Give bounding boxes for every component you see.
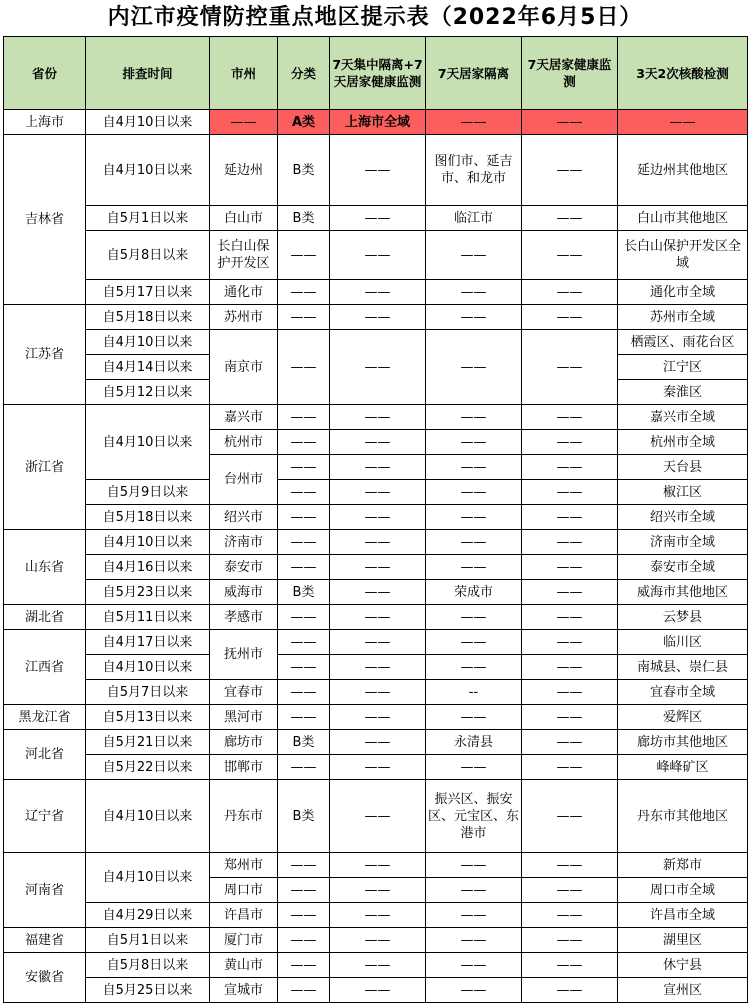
cell-city: 泰安市 [210, 555, 278, 580]
cell-province: 河南省 [4, 853, 86, 928]
cell-class: —— [278, 430, 330, 455]
cell-class: B类 [278, 580, 330, 605]
cell-nucleic-test: 栖霞区、雨花台区 [618, 330, 748, 355]
cell-home-isolation: —— [426, 231, 522, 280]
cell-nucleic-test: 廊坊市其他地区 [618, 730, 748, 755]
cell-time: 自5月21日以来 [86, 730, 210, 755]
table-row [4, 280, 748, 305]
cell-home-monitoring: —— [522, 755, 618, 780]
cell-home-isolation: —— [426, 928, 522, 953]
table-row [4, 110, 748, 135]
cell-nucleic-test: 新郑市 [618, 853, 748, 878]
cell-province: 湖北省 [4, 605, 86, 630]
table-row [4, 231, 748, 280]
cell-centralized: —— [330, 953, 426, 978]
cell-nucleic-test: 延边州其他地区 [618, 135, 748, 206]
cell-home-isolation: —— [426, 978, 522, 1003]
cell-home-monitoring: —— [522, 505, 618, 530]
cell-home-isolation: —— [426, 505, 522, 530]
cell-class: —— [278, 655, 330, 680]
cell-home-monitoring: —— [522, 928, 618, 953]
cell-home-isolation: —— [426, 853, 522, 878]
cell-home-monitoring: —— [522, 305, 618, 330]
cell-time: 自4月29日以来 [86, 903, 210, 928]
cell-city: 威海市 [210, 580, 278, 605]
cell-centralized: —— [330, 780, 426, 853]
cell-centralized: —— [330, 580, 426, 605]
cell-time: 自5月25日以来 [86, 978, 210, 1003]
table-row [4, 605, 748, 630]
cell-centralized: —— [330, 480, 426, 505]
cell-nucleic-test: —— [618, 110, 748, 135]
cell-nucleic-test: 江宁区 [618, 355, 748, 380]
table-row [4, 630, 748, 655]
cell-class: A类 [278, 110, 330, 135]
cell-province: 黑龙江省 [4, 705, 86, 730]
table-row [4, 135, 748, 206]
cell-time: 自5月11日以来 [86, 605, 210, 630]
cell-city: 嘉兴市 [210, 405, 278, 430]
cell-time: 自5月1日以来 [86, 206, 210, 231]
cell-class: B类 [278, 780, 330, 853]
cell-home-monitoring: —— [522, 110, 618, 135]
cell-home-isolation: —— [426, 953, 522, 978]
cell-nucleic-test: 峰峰矿区 [618, 755, 748, 780]
cell-centralized: —— [330, 903, 426, 928]
cell-nucleic-test: 丹东市其他地区 [618, 780, 748, 853]
cell-centralized: —— [330, 430, 426, 455]
cell-nucleic-test: 许昌市全域 [618, 903, 748, 928]
cell-centralized: —— [330, 605, 426, 630]
cell-class: —— [278, 953, 330, 978]
table-row [4, 755, 748, 780]
cell-class: —— [278, 978, 330, 1003]
cell-centralized: —— [330, 853, 426, 878]
col-header-home-monitoring: 7天居家健康监测 [522, 37, 618, 110]
cell-nucleic-test: 嘉兴市全域 [618, 405, 748, 430]
cell-city: —— [210, 110, 278, 135]
cell-city: 厦门市 [210, 928, 278, 953]
table-row [4, 330, 748, 355]
table-row [4, 780, 748, 853]
cell-nucleic-test: 长白山保护开发区全域 [618, 231, 748, 280]
cell-nucleic-test: 天台县 [618, 455, 748, 480]
cell-nucleic-test: 临川区 [618, 630, 748, 655]
table-row [4, 580, 748, 605]
cell-province: 福建省 [4, 928, 86, 953]
cell-home-monitoring: —— [522, 605, 618, 630]
cell-home-isolation: —— [426, 878, 522, 903]
cell-home-monitoring: —— [522, 405, 618, 430]
cell-home-monitoring: —— [522, 680, 618, 705]
cell-class: —— [278, 903, 330, 928]
cell-home-monitoring: —— [522, 530, 618, 555]
cell-class: —— [278, 630, 330, 655]
table-row [4, 206, 748, 231]
cell-city: 绍兴市 [210, 505, 278, 530]
cell-class: —— [278, 231, 330, 280]
cell-centralized: —— [330, 231, 426, 280]
cell-city: 台州市 [210, 455, 278, 505]
cell-city: 白山市 [210, 206, 278, 231]
cell-home-monitoring: —— [522, 206, 618, 231]
cell-home-isolation: —— [426, 280, 522, 305]
cell-city: 周口市 [210, 878, 278, 903]
cell-province: 上海市 [4, 110, 86, 135]
cell-city: 杭州市 [210, 430, 278, 455]
table-row [4, 655, 748, 680]
cell-nucleic-test: 椒江区 [618, 480, 748, 505]
cell-city: 郑州市 [210, 853, 278, 878]
cell-centralized: —— [330, 530, 426, 555]
cell-class: B类 [278, 730, 330, 755]
cell-time: 自5月7日以来 [86, 680, 210, 705]
cell-home-monitoring: —— [522, 903, 618, 928]
cell-city: 孝感市 [210, 605, 278, 630]
cell-centralized: —— [330, 206, 426, 231]
cell-centralized: —— [330, 405, 426, 430]
table-row [4, 978, 748, 1003]
table-row [4, 953, 748, 978]
cell-centralized: —— [330, 135, 426, 206]
cell-time: 自5月23日以来 [86, 580, 210, 605]
cell-home-isolation: —— [426, 430, 522, 455]
cell-centralized: —— [330, 505, 426, 530]
cell-time: 自4月10日以来 [86, 110, 210, 135]
cell-nucleic-test: 湖里区 [618, 928, 748, 953]
cell-home-monitoring: —— [522, 953, 618, 978]
cell-home-isolation: —— [426, 330, 522, 405]
cell-centralized: —— [330, 705, 426, 730]
cell-home-monitoring: —— [522, 630, 618, 655]
page-title: 内江市疫情防控重点地区提示表（2022年6月5日） [107, 5, 643, 30]
cell-nucleic-test: 云梦县 [618, 605, 748, 630]
cell-centralized: —— [330, 680, 426, 705]
col-header-nucleic-test: 3天2次核酸检测 [618, 37, 748, 110]
cell-home-isolation: —— [426, 480, 522, 505]
cell-home-monitoring: —— [522, 330, 618, 405]
cell-centralized: —— [330, 978, 426, 1003]
cell-nucleic-test: 通化市全域 [618, 280, 748, 305]
cell-time: 自5月8日以来 [86, 231, 210, 280]
cell-centralized: —— [330, 305, 426, 330]
cell-time: 自4月10日以来 [86, 330, 210, 355]
cell-city: 邯郸市 [210, 755, 278, 780]
cell-time: 自4月10日以来 [86, 135, 210, 206]
cell-city: 通化市 [210, 280, 278, 305]
cell-time: 自4月10日以来 [86, 405, 210, 480]
cell-city: 宣城市 [210, 978, 278, 1003]
cell-home-monitoring: —— [522, 853, 618, 878]
cell-class: —— [278, 878, 330, 903]
cell-home-isolation: —— [426, 305, 522, 330]
cell-class: —— [278, 555, 330, 580]
cell-class: B类 [278, 206, 330, 231]
cell-nucleic-test: 苏州市全域 [618, 305, 748, 330]
cell-city: 南京市 [210, 330, 278, 405]
cell-city: 长白山保护开发区 [210, 231, 278, 280]
table-row [4, 705, 748, 730]
cell-home-monitoring: —— [522, 455, 618, 480]
risk-area-table [3, 36, 748, 1003]
cell-nucleic-test: 周口市全域 [618, 878, 748, 903]
cell-home-monitoring: —— [522, 655, 618, 680]
table-row [4, 405, 748, 430]
cell-home-monitoring: —— [522, 555, 618, 580]
cell-time: 自5月13日以来 [86, 705, 210, 730]
cell-nucleic-test: 济南市全域 [618, 530, 748, 555]
table-row [4, 505, 748, 530]
cell-home-isolation: 永清县 [426, 730, 522, 755]
cell-home-monitoring: —— [522, 430, 618, 455]
cell-class: —— [278, 530, 330, 555]
cell-class: —— [278, 480, 330, 505]
cell-home-monitoring: —— [522, 730, 618, 755]
cell-class: —— [278, 755, 330, 780]
cell-class: —— [278, 280, 330, 305]
cell-home-monitoring: —— [522, 280, 618, 305]
cell-home-isolation: 图们市、延吉市、和龙市 [426, 135, 522, 206]
cell-centralized: —— [330, 928, 426, 953]
table-row [4, 730, 748, 755]
cell-class: —— [278, 405, 330, 430]
cell-nucleic-test: 杭州市全域 [618, 430, 748, 455]
cell-city: 廊坊市 [210, 730, 278, 755]
cell-centralized: —— [330, 630, 426, 655]
cell-home-isolation: —— [426, 630, 522, 655]
cell-time: 自4月16日以来 [86, 555, 210, 580]
cell-class: —— [278, 928, 330, 953]
cell-province: 吉林省 [4, 135, 86, 305]
cell-home-monitoring: —— [522, 780, 618, 853]
cell-centralized: —— [330, 755, 426, 780]
cell-home-monitoring: —— [522, 705, 618, 730]
cell-city: 济南市 [210, 530, 278, 555]
col-header-time: 排查时间 [86, 37, 210, 110]
table-row [4, 903, 748, 928]
cell-home-monitoring: —— [522, 231, 618, 280]
col-header-class: 分类 [278, 37, 330, 110]
cell-home-monitoring: —— [522, 480, 618, 505]
cell-city: 许昌市 [210, 903, 278, 928]
cell-province: 江西省 [4, 630, 86, 705]
cell-city: 黑河市 [210, 705, 278, 730]
cell-nucleic-test: 休宁县 [618, 953, 748, 978]
cell-province: 山东省 [4, 530, 86, 605]
cell-class: —— [278, 705, 330, 730]
cell-nucleic-test: 宣州区 [618, 978, 748, 1003]
table-row [4, 530, 748, 555]
cell-class: B类 [278, 135, 330, 206]
table-row [4, 305, 748, 330]
cell-home-isolation: —— [426, 605, 522, 630]
col-header-centralized: 7天集中隔离+7天居家健康监测 [330, 37, 426, 110]
cell-province: 安徽省 [4, 953, 86, 1003]
cell-time: 自5月18日以来 [86, 305, 210, 330]
cell-city: 宜春市 [210, 680, 278, 705]
cell-province: 浙江省 [4, 405, 86, 530]
cell-home-monitoring: —— [522, 135, 618, 206]
cell-time: 自5月9日以来 [86, 480, 210, 505]
cell-home-isolation: 荣成市 [426, 580, 522, 605]
cell-class: —— [278, 853, 330, 878]
table-row [4, 680, 748, 705]
cell-nucleic-test: 南城县、崇仁县 [618, 655, 748, 680]
col-header-home-isolation: 7天居家隔离 [426, 37, 522, 110]
cell-home-isolation: —— [426, 110, 522, 135]
cell-centralized: —— [330, 280, 426, 305]
cell-time: 自4月10日以来 [86, 780, 210, 853]
cell-city: 苏州市 [210, 305, 278, 330]
cell-time: 自4月10日以来 [86, 655, 210, 680]
cell-home-monitoring: —— [522, 580, 618, 605]
cell-home-isolation: —— [426, 555, 522, 580]
cell-class: —— [278, 505, 330, 530]
cell-class: —— [278, 330, 330, 405]
cell-time: 自4月14日以来 [86, 355, 210, 380]
cell-home-monitoring: —— [522, 878, 618, 903]
cell-home-isolation: —— [426, 705, 522, 730]
cell-province: 江苏省 [4, 305, 86, 405]
cell-home-isolation: —— [426, 405, 522, 430]
col-header-city: 市州 [210, 37, 278, 110]
cell-city: 黄山市 [210, 953, 278, 978]
cell-time: 自5月22日以来 [86, 755, 210, 780]
cell-centralized: —— [330, 655, 426, 680]
cell-home-isolation: —— [426, 455, 522, 480]
cell-time: 自5月18日以来 [86, 505, 210, 530]
cell-centralized: —— [330, 555, 426, 580]
cell-time: 自5月8日以来 [86, 953, 210, 978]
cell-city: 丹东市 [210, 780, 278, 853]
cell-class: —— [278, 605, 330, 630]
cell-nucleic-test: 爱辉区 [618, 705, 748, 730]
cell-home-isolation: —— [426, 903, 522, 928]
cell-time: 自5月17日以来 [86, 280, 210, 305]
cell-centralized: 上海市全域 [330, 110, 426, 135]
cell-home-isolation: —— [426, 530, 522, 555]
cell-home-isolation: -- [426, 680, 522, 705]
cell-province: 河北省 [4, 730, 86, 780]
cell-centralized: —— [330, 878, 426, 903]
cell-centralized: —— [330, 730, 426, 755]
table-row [4, 480, 748, 505]
cell-time: 自5月1日以来 [86, 928, 210, 953]
cell-home-isolation: —— [426, 755, 522, 780]
cell-city: 抚州市 [210, 630, 278, 680]
cell-nucleic-test: 白山市其他地区 [618, 206, 748, 231]
table-row [4, 928, 748, 953]
cell-class: —— [278, 455, 330, 480]
col-header-province: 省份 [4, 37, 86, 110]
cell-home-isolation: —— [426, 655, 522, 680]
cell-nucleic-test: 宜春市全域 [618, 680, 748, 705]
cell-home-monitoring: —— [522, 978, 618, 1003]
cell-city: 延边州 [210, 135, 278, 206]
table-row [4, 555, 748, 580]
cell-class: —— [278, 680, 330, 705]
cell-time: 自4月17日以来 [86, 630, 210, 655]
cell-home-isolation: 振兴区、振安区、元宝区、东港市 [426, 780, 522, 853]
table-row [4, 853, 748, 878]
cell-nucleic-test: 秦淮区 [618, 380, 748, 405]
header-row [4, 37, 748, 110]
cell-province: 辽宁省 [4, 780, 86, 853]
cell-class: —— [278, 305, 330, 330]
cell-centralized: —— [330, 455, 426, 480]
cell-home-isolation: 临江市 [426, 206, 522, 231]
cell-time: 自5月12日以来 [86, 380, 210, 405]
cell-nucleic-test: 泰安市全域 [618, 555, 748, 580]
cell-nucleic-test: 威海市其他地区 [618, 580, 748, 605]
cell-time: 自4月10日以来 [86, 853, 210, 903]
cell-centralized: —— [330, 330, 426, 405]
cell-time: 自4月10日以来 [86, 530, 210, 555]
cell-nucleic-test: 绍兴市全域 [618, 505, 748, 530]
